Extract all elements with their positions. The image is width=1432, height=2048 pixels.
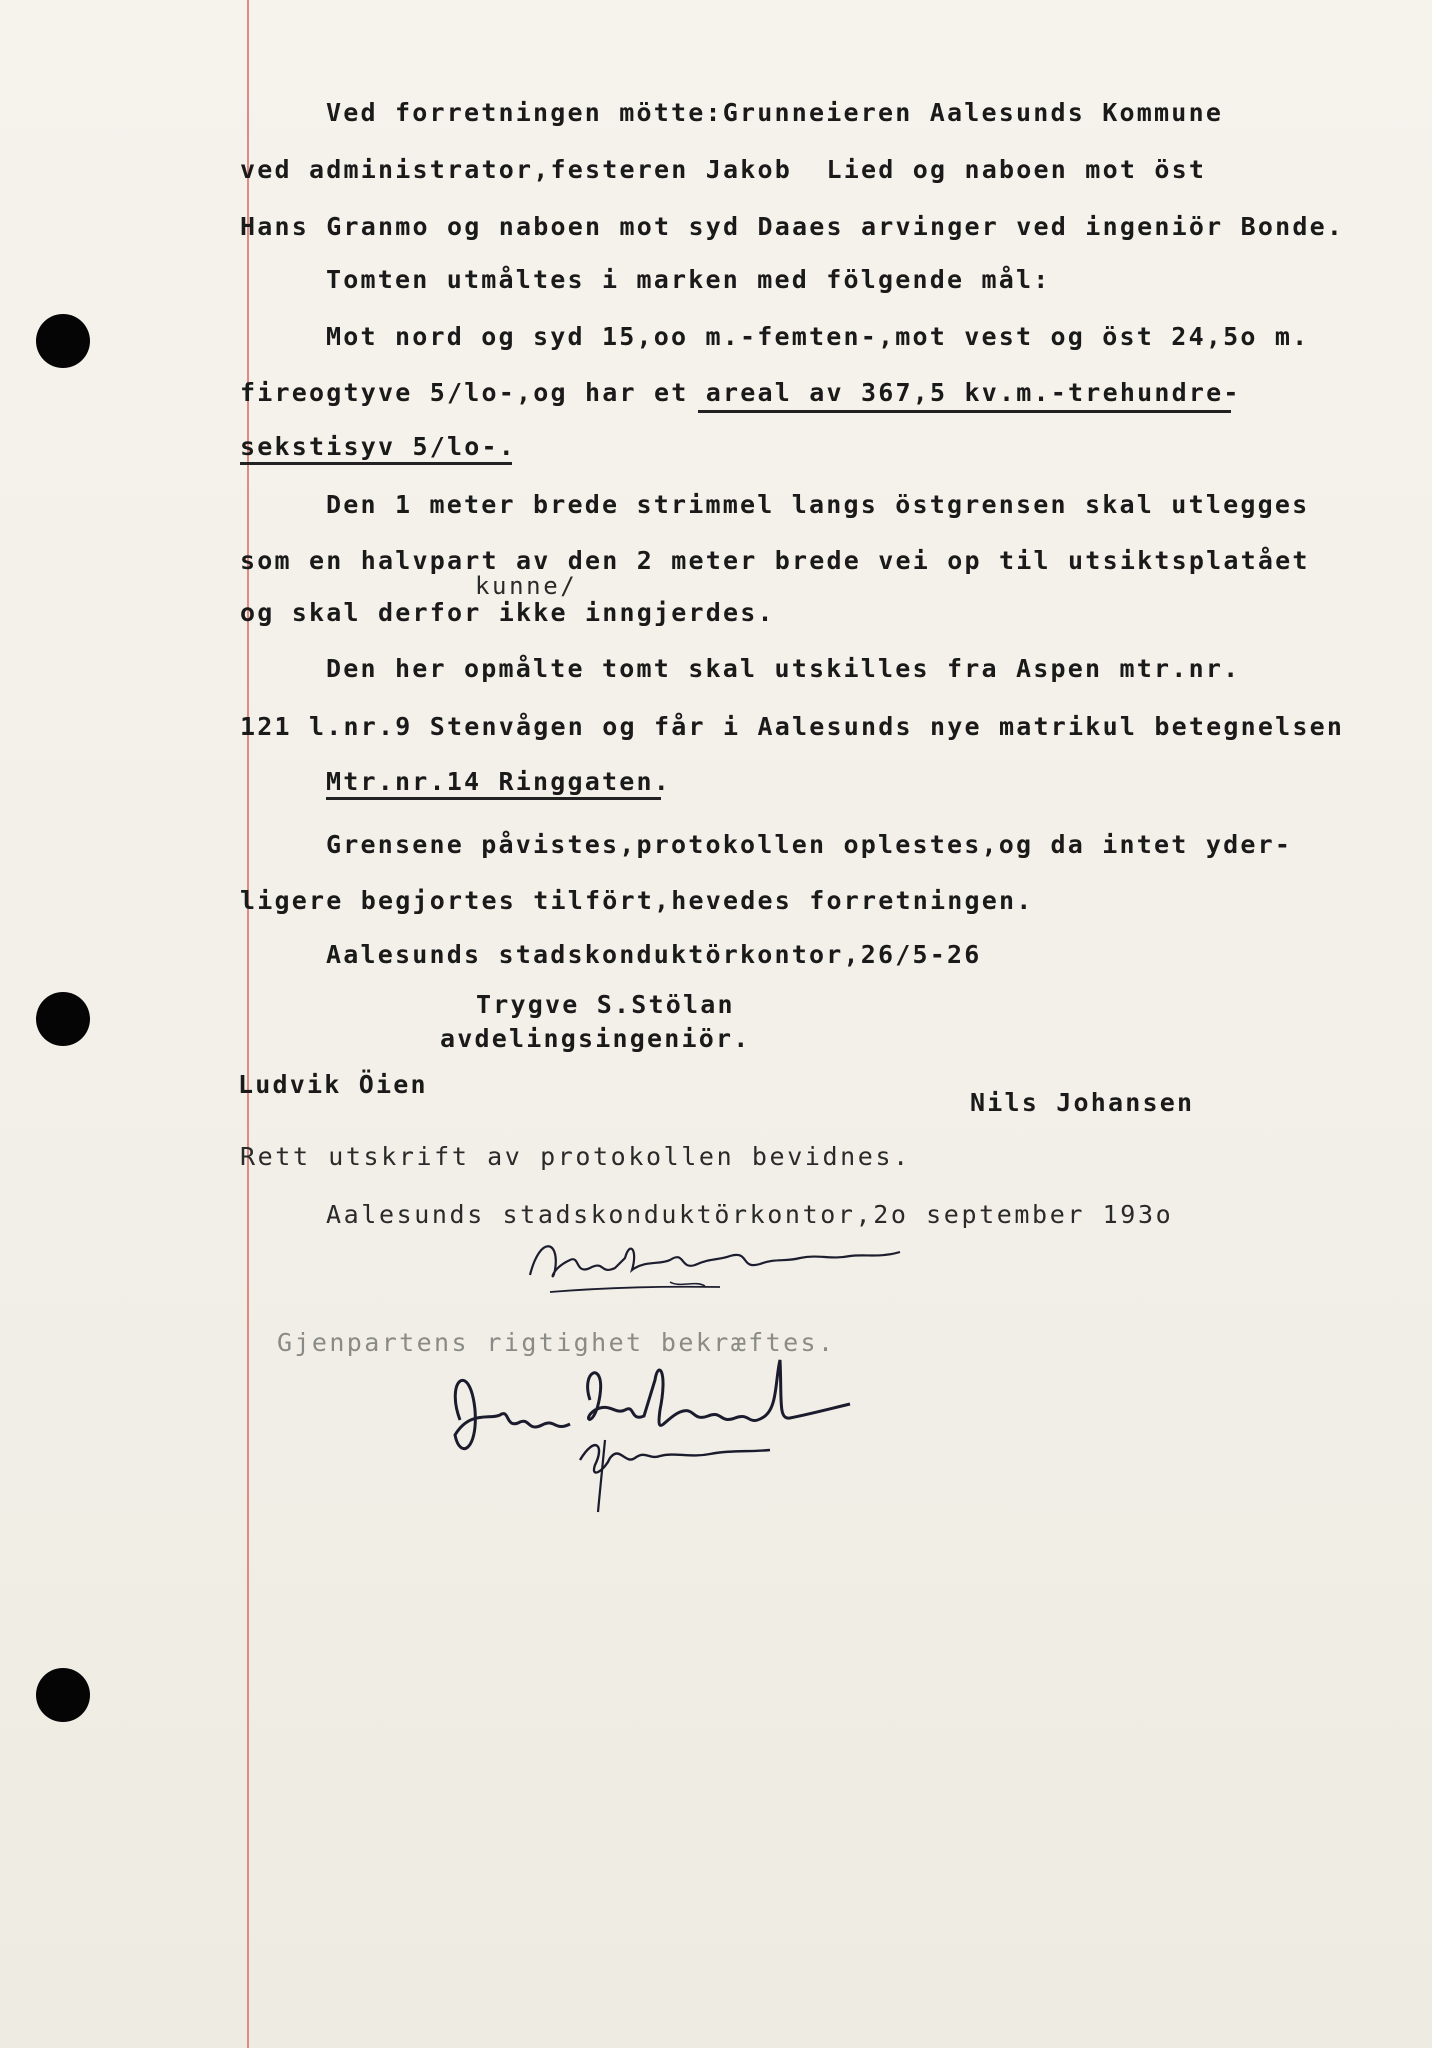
punch-hole-bottom (36, 1668, 90, 1722)
certification-date: Aalesunds stadskonduktörkontor,2o september 193o (326, 1200, 1174, 1229)
text-line-11: Den her opmålte tomt skal utskilles fra Aspen mtr.nr. (326, 654, 1241, 683)
text-line-1: Ved forretningen mötte:Grunneieren Aalesunds Kommune (326, 98, 1224, 127)
certification-line: Rett utskrift av protokollen bevidnes. (240, 1142, 911, 1171)
punch-hole-middle (36, 992, 90, 1046)
text-line-3: Hans Granmo og naboen mot syd Daaes arvinger ved ingeniör Bonde. (240, 212, 1345, 241)
text-line-13: Mtr.nr.14 Ringgaten. (326, 767, 672, 796)
interlinear-insertion: kunne/ (475, 572, 578, 600)
underline-area (698, 410, 1231, 413)
signature-handwritten-1 (520, 1230, 920, 1300)
text-line-2: ved administrator,festeren Jakob Lied og naboen mot öst (240, 155, 1207, 184)
text-line-6: fireogtyve 5/lo-,og har et areal av 367,5 kv.m.-trehundre- (240, 378, 1241, 407)
text-line-14: Grensene påvistes,protokollen oplestes,og da intet yder- (326, 830, 1293, 859)
text-line-16: Aalesunds stadskonduktörkontor,26/5-26 (326, 940, 982, 969)
text-line-9: som en halvpart av den 2 meter brede vei op til utsiktsplatået (240, 546, 1310, 575)
signature-handwritten-2 (430, 1340, 890, 1520)
text-line-8: Den 1 meter brede strimmel langs östgrensen skal utlegges (326, 490, 1310, 519)
text-line-15: ligere begjortes tilfört,hevedes forretningen. (240, 886, 1034, 915)
text-line-12: 121 l.nr.9 Stenvågen og får i Aalesunds nye matrikul betegnelsen (240, 712, 1345, 741)
margin-rule (247, 0, 249, 2048)
witness-left: Ludvik Öien (238, 1070, 428, 1099)
text-line-5: Mot nord og syd 15,oo m.-femten-,mot vest og öst 24,5o m. (326, 322, 1310, 351)
witness-right: Nils Johansen (970, 1088, 1195, 1117)
punch-hole-top (36, 314, 90, 368)
text-line-10: og skal derfor ikke inngjerdes. (240, 598, 775, 627)
signer-title: avdelingsingeniör. (440, 1024, 751, 1053)
signer-name: Trygve S.Stölan (476, 990, 735, 1019)
underline-mtr (326, 797, 661, 800)
text-line-7: sekstisyv 5/lo-. (240, 432, 517, 461)
copy-certification: Gjenpartens rigtighet bekræftes. (277, 1328, 836, 1357)
text-line-4: Tomten utmåltes i marken med fölgende mål: (326, 265, 1051, 294)
underline-area-words (240, 462, 512, 465)
